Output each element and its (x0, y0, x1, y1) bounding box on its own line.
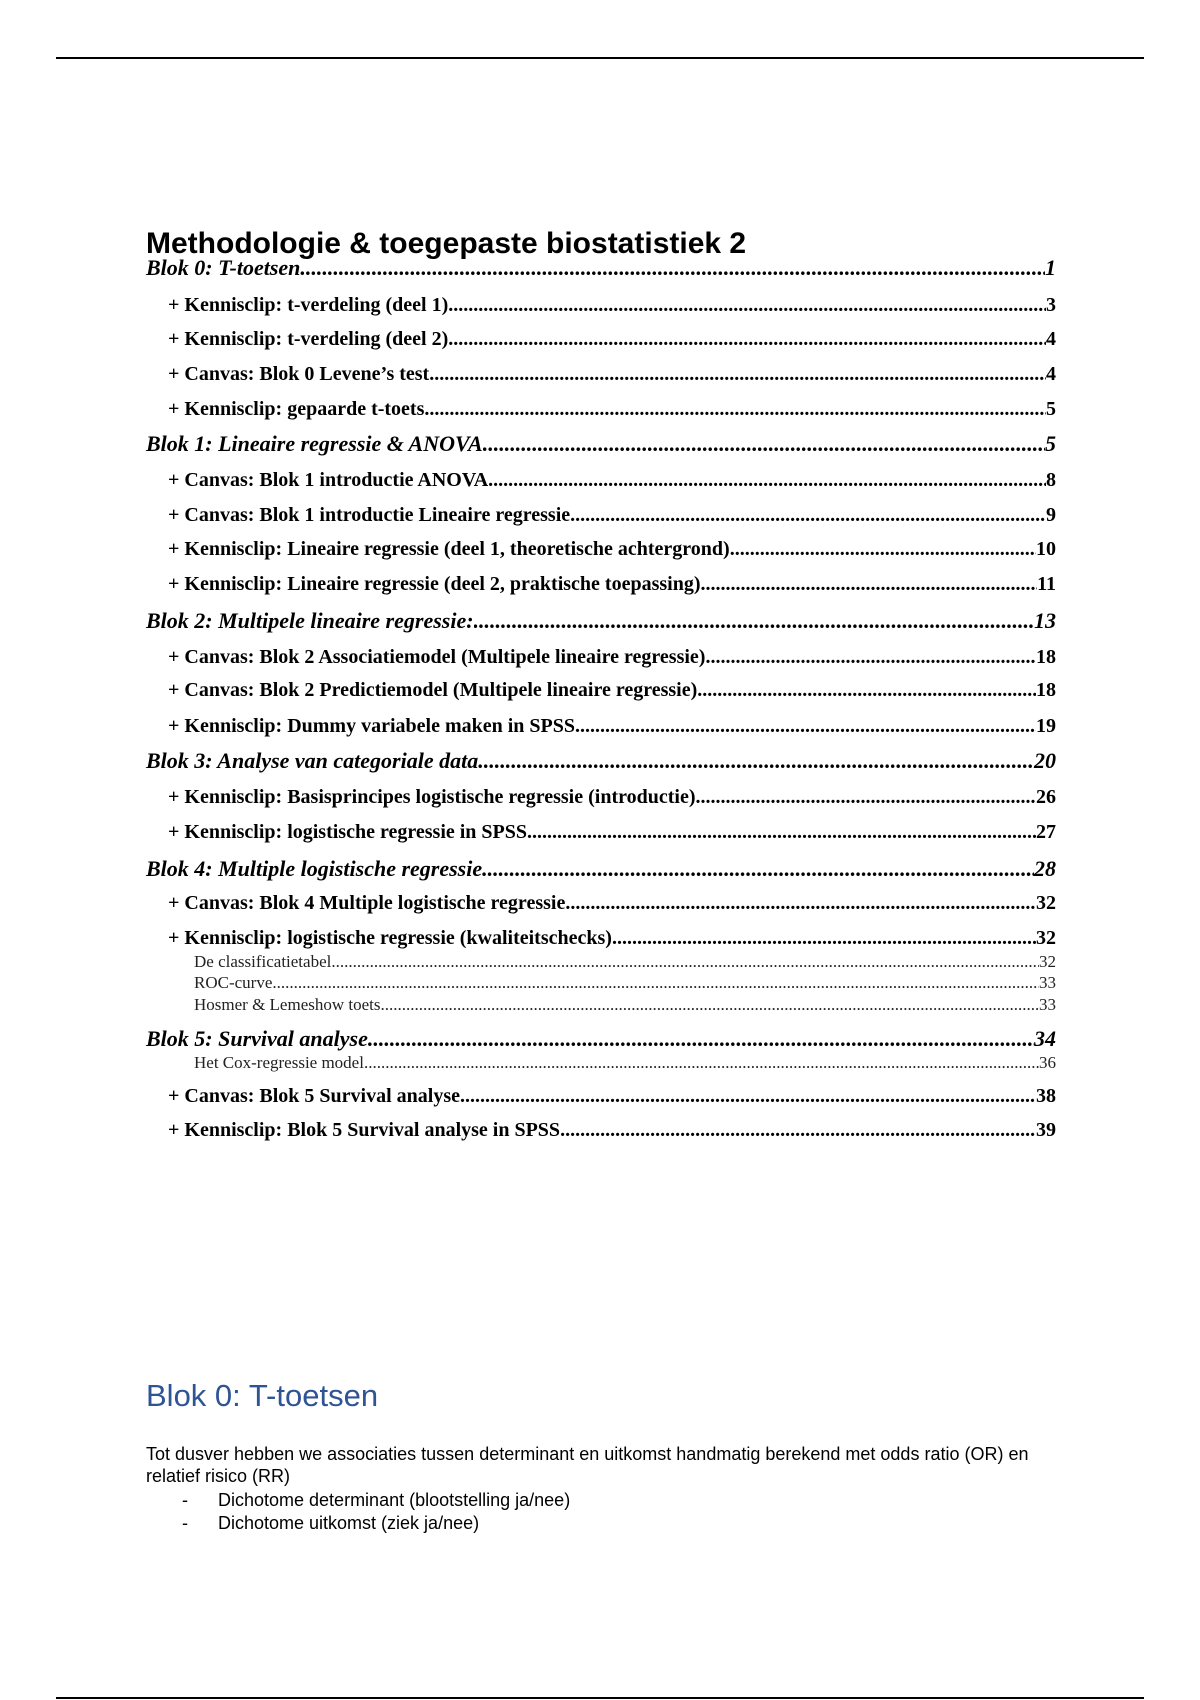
page-bottom-rule (56, 1697, 1144, 1699)
toc-entry[interactable] (194, 973, 1056, 993)
toc-entry-title: Blok 2: Multipele lineaire regressie: (146, 608, 474, 633)
toc-dot-leader (565, 892, 1036, 915)
toc-dot-leader (482, 856, 1034, 882)
toc-entry[interactable] (168, 328, 1056, 351)
toc-dot-leader (478, 748, 1034, 774)
bullet-marker: - (182, 1513, 188, 1533)
toc-entry-title: + Canvas: Blok 2 Predictiemodel (Multipele lineaire regressie) (168, 679, 698, 701)
toc-page-number: 20 (1034, 748, 1056, 773)
toc-entry[interactable] (168, 398, 1056, 421)
bullet-marker: - (182, 1490, 188, 1510)
toc-entry-title: + Kennisclip: t-verdeling (deel 2) (168, 328, 449, 350)
toc-dot-leader (488, 469, 1046, 492)
toc-entry-title: Blok 5: Survival analyse (146, 1026, 368, 1051)
toc-dot-leader (448, 294, 1046, 317)
toc-entry[interactable] (168, 821, 1056, 844)
toc-dot-leader (272, 973, 1039, 993)
toc-page-number: 3 (1046, 294, 1056, 316)
toc-dot-leader (331, 952, 1039, 972)
toc-entry[interactable] (146, 431, 1056, 457)
toc-entry[interactable] (168, 927, 1056, 950)
toc-entry-title: Hosmer & Lemeshow toets (194, 995, 381, 1014)
toc-entry-title: ROC-curve (194, 973, 273, 992)
toc-page-number: 26 (1036, 786, 1056, 808)
toc-page-number: 18 (1036, 679, 1056, 701)
document-title: Methodologie & toegepaste biostatistiek 2 (146, 227, 747, 260)
toc-dot-leader (474, 608, 1034, 634)
toc-page-number: 38 (1036, 1085, 1056, 1107)
toc-entry-title: + Kennisclip: logistische regressie in SPSS (168, 821, 528, 843)
toc-page-number: 9 (1046, 504, 1056, 526)
toc-dot-leader (705, 646, 1036, 669)
toc-entry-title: Blok 3: Analyse van categoriale data (146, 748, 479, 773)
toc-page-number: 5 (1046, 398, 1056, 420)
toc-dot-leader (364, 1053, 1039, 1073)
toc-entry-title: + Kennisclip: Lineaire regressie (deel 2, praktische toepassing) (168, 573, 701, 595)
toc-entry[interactable] (168, 469, 1056, 492)
toc-entry-title: + Kennisclip: t-verdeling (deel 1) (168, 294, 449, 316)
toc-entry[interactable] (168, 1085, 1056, 1108)
page-top-rule (56, 57, 1144, 59)
toc-dot-leader (575, 715, 1036, 738)
toc-entry-title: Blok 4: Multiple logistische regressie (146, 856, 483, 881)
toc-entry[interactable] (146, 608, 1056, 634)
toc-dot-leader (697, 679, 1036, 702)
toc-entry[interactable] (168, 504, 1056, 527)
toc-entry-title: Blok 1: Lineaire regressie & ANOVA (146, 431, 483, 456)
toc-entry[interactable] (168, 786, 1056, 809)
toc-entry[interactable] (168, 679, 1056, 702)
bullet-text: Dichotome determinant (blootstelling ja/nee) (218, 1490, 571, 1510)
toc-entry-title: + Kennisclip: Lineaire regressie (deel 1, theoretische achtergrond) (168, 538, 730, 560)
toc-dot-leader (570, 504, 1046, 527)
toc-entry-title: Het Cox-regressie model (194, 1053, 364, 1072)
toc-entry[interactable] (146, 856, 1056, 882)
toc-dot-leader (696, 786, 1037, 809)
toc-entry[interactable] (168, 363, 1056, 386)
toc-dot-leader (460, 1085, 1036, 1108)
toc-dot-leader (560, 1119, 1036, 1142)
section-heading: Blok 0: T-toetsen (146, 1378, 379, 1413)
toc-dot-leader (429, 363, 1046, 386)
toc-dot-leader (368, 1026, 1034, 1052)
toc-dot-leader (300, 255, 1045, 281)
toc-entry[interactable] (168, 715, 1056, 738)
toc-page-number: 11 (1037, 573, 1056, 595)
toc-page-number: 10 (1036, 538, 1056, 560)
toc-page-number: 5 (1045, 431, 1056, 456)
toc-entry-title: + Canvas: Blok 2 Associatiemodel (Multipele lineaire regressie) (168, 646, 706, 668)
toc-dot-leader (483, 431, 1045, 457)
toc-entry-title: + Canvas: Blok 1 introductie Lineaire regressie (168, 504, 571, 526)
toc-entry-title: + Canvas: Blok 1 introductie ANOVA (168, 469, 489, 491)
toc-page-number: 1 (1045, 255, 1056, 280)
toc-dot-leader (612, 927, 1036, 950)
toc-entry[interactable] (168, 573, 1056, 596)
section-paragraph: Tot dusver hebben we associaties tussen determinant en uitkomst handmatig berekend met odds ratio (OR) en relatief risico (RR) (146, 1444, 1029, 1486)
toc-page-number: 19 (1036, 715, 1056, 737)
toc-entry[interactable] (168, 294, 1056, 317)
toc-entry[interactable] (194, 995, 1056, 1015)
toc-entry-title: + Kennisclip: Basisprincipes logistische regressie (introductie) (168, 786, 696, 808)
toc-page-number: 32 (1039, 952, 1056, 971)
toc-page-number: 4 (1046, 328, 1056, 350)
toc-page-number: 4 (1046, 363, 1056, 385)
toc-entry-title: + Canvas: Blok 4 Multiple logistische regressie (168, 892, 566, 914)
toc-entry[interactable] (194, 1053, 1056, 1073)
toc-page-number: 32 (1036, 927, 1056, 949)
toc-page-number: 18 (1036, 646, 1056, 668)
toc-entry-title: + Canvas: Blok 0 Levene’s test (168, 363, 430, 385)
bullet-text: Dichotome uitkomst (ziek ja/nee) (218, 1513, 480, 1533)
toc-dot-leader (381, 995, 1040, 1015)
toc-page-number: 33 (1039, 995, 1056, 1014)
toc-page-number: 27 (1036, 821, 1056, 843)
toc-page-number: 8 (1046, 469, 1056, 491)
toc-page-number: 33 (1039, 973, 1056, 992)
toc-entry-title: + Canvas: Blok 5 Survival analyse (168, 1085, 461, 1107)
toc-page-number: 39 (1036, 1119, 1056, 1141)
toc-page-number: 36 (1039, 1053, 1056, 1072)
toc-entry[interactable] (168, 646, 1056, 669)
toc-dot-leader (424, 398, 1046, 421)
toc-entry-title: Blok 0: T-toetsen (146, 255, 301, 280)
toc-entry-title: + Kennisclip: gepaarde t-toets (168, 398, 425, 420)
toc-entry[interactable] (168, 538, 1056, 561)
toc-entry-title: + Kennisclip: Dummy variabele maken in SPSS (168, 715, 575, 737)
toc-entry[interactable] (146, 748, 1056, 774)
toc-entry[interactable] (168, 1119, 1056, 1142)
toc-entry-title: De classificatietabel (194, 952, 332, 971)
toc-dot-leader (730, 538, 1036, 561)
toc-dot-leader (448, 328, 1046, 351)
toc-entry[interactable] (146, 1026, 1056, 1052)
toc-entry-title: + Kennisclip: Blok 5 Survival analyse in SPSS (168, 1119, 561, 1141)
toc-entry[interactable] (168, 892, 1056, 915)
toc-page-number: 13 (1034, 608, 1056, 633)
toc-dot-leader (527, 821, 1036, 844)
toc-entry[interactable] (146, 255, 1056, 281)
toc-page-number: 32 (1036, 892, 1056, 914)
toc-dot-leader (700, 573, 1037, 596)
toc-page-number: 28 (1034, 856, 1056, 881)
toc-entry-title: + Kennisclip: logistische regressie (kwaliteitschecks) (168, 927, 612, 949)
toc-entry[interactable] (194, 952, 1056, 972)
toc-page-number: 34 (1034, 1026, 1056, 1051)
